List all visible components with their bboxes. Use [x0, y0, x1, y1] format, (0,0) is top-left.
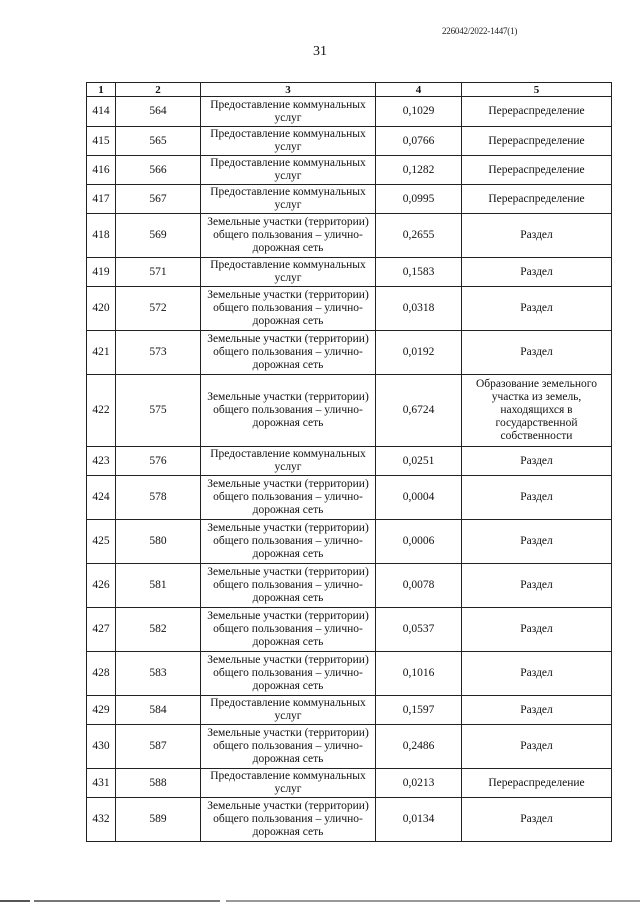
- cell-area: 0,0537: [376, 608, 462, 652]
- cell-purpose: Земельные участки (территории) общего пользования – улично-дорожная сеть: [201, 564, 376, 608]
- cell-method: Перераспределение: [462, 127, 612, 156]
- cell-plot-id: 584: [116, 696, 201, 725]
- cell-row-number: 430: [87, 725, 116, 769]
- cell-area: 0,2655: [376, 214, 462, 258]
- cell-purpose: Предоставление коммунальных услуг: [201, 258, 376, 287]
- cell-row-number: 419: [87, 258, 116, 287]
- cell-row-number: 422: [87, 375, 116, 447]
- cell-area: 0,0251: [376, 447, 462, 476]
- cell-area: 0,0078: [376, 564, 462, 608]
- table-row: [87, 258, 612, 287]
- table-row: [87, 287, 612, 331]
- cell-area: 0,0134: [376, 798, 462, 842]
- cell-purpose: Предоставление коммунальных услуг: [201, 447, 376, 476]
- cell-area: 0,0995: [376, 185, 462, 214]
- cell-plot-id: 587: [116, 725, 201, 769]
- cell-method: Образование земельного участка из земель, находящихся в государственной собственности: [462, 375, 612, 447]
- cell-row-number: 415: [87, 127, 116, 156]
- cell-purpose: Предоставление коммунальных услуг: [201, 769, 376, 798]
- cell-plot-id: 582: [116, 608, 201, 652]
- table-row: [87, 725, 612, 769]
- cell-area: 0,0004: [376, 476, 462, 520]
- table-row: [87, 331, 612, 375]
- table-row: [87, 476, 612, 520]
- table-row: [87, 97, 612, 127]
- column-header-5: 5: [462, 83, 612, 97]
- cell-plot-id: 565: [116, 127, 201, 156]
- cell-area: 0,0213: [376, 769, 462, 798]
- cell-plot-id: 583: [116, 652, 201, 696]
- land-plots-table: [86, 82, 612, 842]
- cell-plot-id: 572: [116, 287, 201, 331]
- cell-area: 0,0192: [376, 331, 462, 375]
- cell-method: Раздел: [462, 258, 612, 287]
- table-body: [87, 97, 612, 842]
- cell-area: 0,1597: [376, 696, 462, 725]
- cell-method: Раздел: [462, 696, 612, 725]
- cell-purpose: Предоставление коммунальных услуг: [201, 97, 376, 127]
- cell-plot-id: 581: [116, 564, 201, 608]
- cell-area: 0,6724: [376, 375, 462, 447]
- cell-purpose: Земельные участки (территории) общего пользования – улично-дорожная сеть: [201, 798, 376, 842]
- cell-purpose: Земельные участки (территории) общего пользования – улично-дорожная сеть: [201, 652, 376, 696]
- cell-purpose: Земельные участки (территории) общего пользования – улично-дорожная сеть: [201, 476, 376, 520]
- cell-row-number: 427: [87, 608, 116, 652]
- column-header-1: 1: [87, 83, 116, 97]
- cell-method: Раздел: [462, 447, 612, 476]
- cell-purpose: Земельные участки (территории) общего пользования – улично-дорожная сеть: [201, 375, 376, 447]
- cell-row-number: 421: [87, 331, 116, 375]
- table-row: [87, 127, 612, 156]
- cell-row-number: 429: [87, 696, 116, 725]
- cell-method: Перераспределение: [462, 769, 612, 798]
- column-header-4: 4: [376, 83, 462, 97]
- cell-area: 0,0766: [376, 127, 462, 156]
- cell-plot-id: 567: [116, 185, 201, 214]
- cell-purpose: Предоставление коммунальных услуг: [201, 185, 376, 214]
- page-number: 31: [313, 44, 327, 59]
- cell-purpose: Предоставление коммунальных услуг: [201, 696, 376, 725]
- table-row: [87, 798, 612, 842]
- table-row: [87, 156, 612, 185]
- table-row: [87, 608, 612, 652]
- cell-row-number: 428: [87, 652, 116, 696]
- table-row: [87, 520, 612, 564]
- cell-purpose: Предоставление коммунальных услуг: [201, 156, 376, 185]
- cell-method: Раздел: [462, 476, 612, 520]
- table-row: [87, 564, 612, 608]
- cell-row-number: 431: [87, 769, 116, 798]
- cell-method: Раздел: [462, 564, 612, 608]
- table-row: [87, 769, 612, 798]
- cell-row-number: 414: [87, 97, 116, 127]
- cell-plot-id: 569: [116, 214, 201, 258]
- cell-row-number: 416: [87, 156, 116, 185]
- cell-plot-id: 578: [116, 476, 201, 520]
- cell-plot-id: 571: [116, 258, 201, 287]
- cell-method: Раздел: [462, 287, 612, 331]
- cell-area: 0,0006: [376, 520, 462, 564]
- cell-purpose: Земельные участки (территории) общего пользования – улично-дорожная сеть: [201, 520, 376, 564]
- scan-edge-line: [0, 900, 640, 902]
- cell-method: Раздел: [462, 652, 612, 696]
- table-header-row: [87, 83, 612, 97]
- cell-area: 0,2486: [376, 725, 462, 769]
- cell-area: 0,1016: [376, 652, 462, 696]
- cell-purpose: Земельные участки (территории) общего пользования – улично-дорожная сеть: [201, 331, 376, 375]
- cell-plot-id: 564: [116, 97, 201, 127]
- cell-row-number: 426: [87, 564, 116, 608]
- column-header-3: 3: [201, 83, 376, 97]
- cell-row-number: 423: [87, 447, 116, 476]
- cell-purpose: Земельные участки (территории) общего пользования – улично-дорожная сеть: [201, 214, 376, 258]
- cell-plot-id: 588: [116, 769, 201, 798]
- cell-method: Раздел: [462, 214, 612, 258]
- cell-purpose: Земельные участки (территории) общего пользования – улично-дорожная сеть: [201, 608, 376, 652]
- cell-plot-id: 589: [116, 798, 201, 842]
- cell-method: Раздел: [462, 331, 612, 375]
- cell-area: 0,1029: [376, 97, 462, 127]
- cell-row-number: 425: [87, 520, 116, 564]
- document-number: 226042/2022-1447(1): [442, 26, 518, 36]
- cell-area: 0,1583: [376, 258, 462, 287]
- cell-method: Раздел: [462, 608, 612, 652]
- cell-plot-id: 575: [116, 375, 201, 447]
- cell-row-number: 424: [87, 476, 116, 520]
- cell-method: Раздел: [462, 520, 612, 564]
- cell-row-number: 432: [87, 798, 116, 842]
- cell-row-number: 417: [87, 185, 116, 214]
- cell-area: 0,1282: [376, 156, 462, 185]
- cell-plot-id: 566: [116, 156, 201, 185]
- cell-purpose: Земельные участки (территории) общего пользования – улично-дорожная сеть: [201, 287, 376, 331]
- cell-method: Раздел: [462, 798, 612, 842]
- cell-area: 0,0318: [376, 287, 462, 331]
- cell-plot-id: 573: [116, 331, 201, 375]
- cell-row-number: 418: [87, 214, 116, 258]
- cell-plot-id: 580: [116, 520, 201, 564]
- table-row: [87, 375, 612, 447]
- cell-row-number: 420: [87, 287, 116, 331]
- cell-plot-id: 576: [116, 447, 201, 476]
- table-row: [87, 185, 612, 214]
- cell-purpose: Земельные участки (территории) общего пользования – улично-дорожная сеть: [201, 725, 376, 769]
- cell-method: Раздел: [462, 725, 612, 769]
- cell-method: Перераспределение: [462, 97, 612, 127]
- table-row: [87, 652, 612, 696]
- cell-purpose: Предоставление коммунальных услуг: [201, 127, 376, 156]
- table-row: [87, 214, 612, 258]
- table-row: [87, 447, 612, 476]
- cell-method: Перераспределение: [462, 156, 612, 185]
- table-row: [87, 696, 612, 725]
- cell-method: Перераспределение: [462, 185, 612, 214]
- column-header-2: 2: [116, 83, 201, 97]
